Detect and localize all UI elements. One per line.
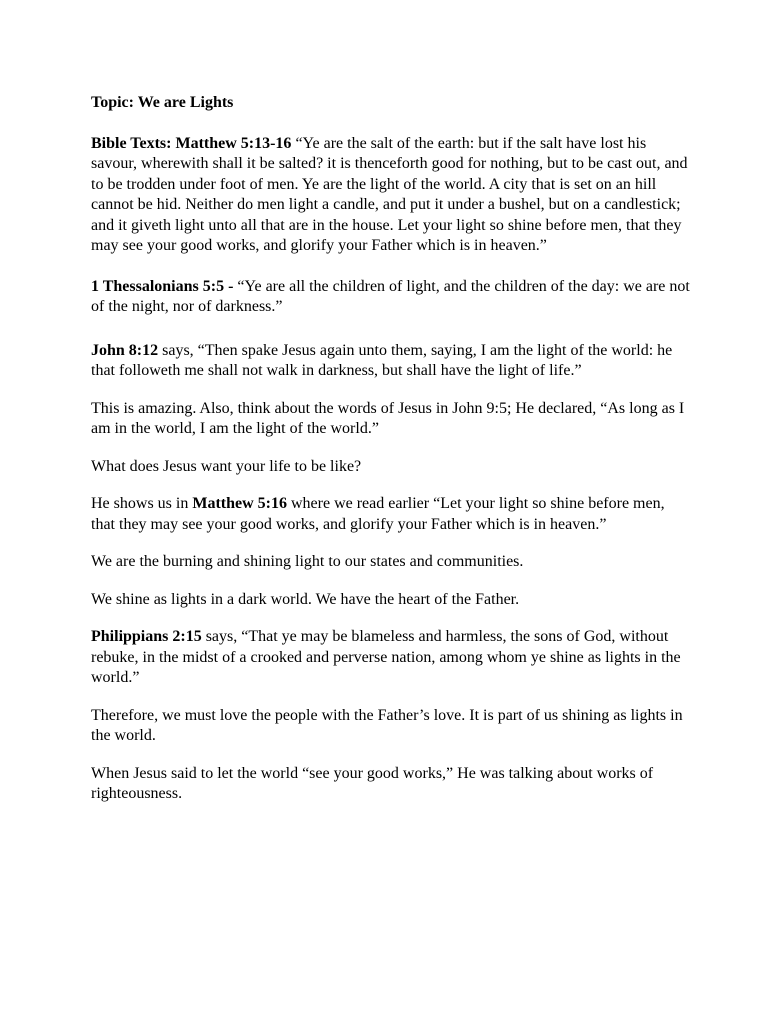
paragraph-burning: We are the burning and shining light to our states and communities. <box>91 553 524 570</box>
paragraph-philippians <box>91 627 691 689</box>
paragraph-when-jesus: When Jesus said to let the world “see your good works,” He was talking about works of righteousness. <box>91 764 654 802</box>
paragraph-bible-texts <box>91 134 691 257</box>
document-title <box>91 93 691 114</box>
thessalonians-label: 1 Thessalonians 5:5 - <box>91 277 234 295</box>
matthew-label: Matthew 5:16 <box>192 495 287 512</box>
paragraph-thessalonians <box>91 277 691 318</box>
paragraph-shine: We shine as lights in a dark world. We have the heart of the Father. <box>91 590 520 608</box>
matthew-after: where we read earlier “Let your light so shine before men, that they may see your good works, and glorify your Father which is in heaven.” <box>91 495 665 533</box>
paragraph-john <box>91 341 691 382</box>
matthew-before: He shows us in <box>91 495 193 512</box>
philippians-label: Philippians 2:15 <box>91 628 202 645</box>
title-text: Topic: We are Lights <box>91 94 234 111</box>
document-page <box>91 93 691 805</box>
john-quote: says, “Then spake Jesus again unto them, saying, I am the light of the world: he that followeth me shall not walk in darkness, but shall have the light of life.” <box>91 341 673 379</box>
paragraph-matthew <box>91 494 691 535</box>
bible-texts-label: Bible Texts: Matthew 5:13-16 <box>91 134 292 152</box>
paragraph-question: What does Jesus want your life to be like? <box>91 457 362 475</box>
john-label: John 8:12 <box>91 341 159 359</box>
paragraph-therefore: Therefore, we must love the people with the Father’s love. It is part of us shining as lights in the world. <box>91 706 683 744</box>
philippians-quote: says, “That ye may be blameless and harmless, the sons of God, without rebuke, in the midst of a crooked and perverse nation, among whom ye shine as lights in the world.” <box>91 628 681 686</box>
bible-texts-quote: “Ye are the salt of the earth: but if the salt have lost his savour, wherewith shall it be salted? it is thenceforth good for nothing, but to be cast out, and to be trodden under foot of men. Ye are the light of the world. A city that is set on an hill cannot be hid. Neither do men light a candle, and put it under a bushel, but on a candlestick; and it giveth light unto all that are in the house. Let your light so shine before men, that they may see your good works, and glorify your Father which is in heaven.” <box>91 134 688 254</box>
thessalonians-quote: “Ye are all the children of light, and the children of the day: we are not of the night, nor of darkness.” <box>91 277 690 315</box>
paragraph-amazing: This is amazing. Also, think about the words of Jesus in John 9:5; He declared, “As long as I am in the world, I am the light of the world.” <box>91 399 685 437</box>
